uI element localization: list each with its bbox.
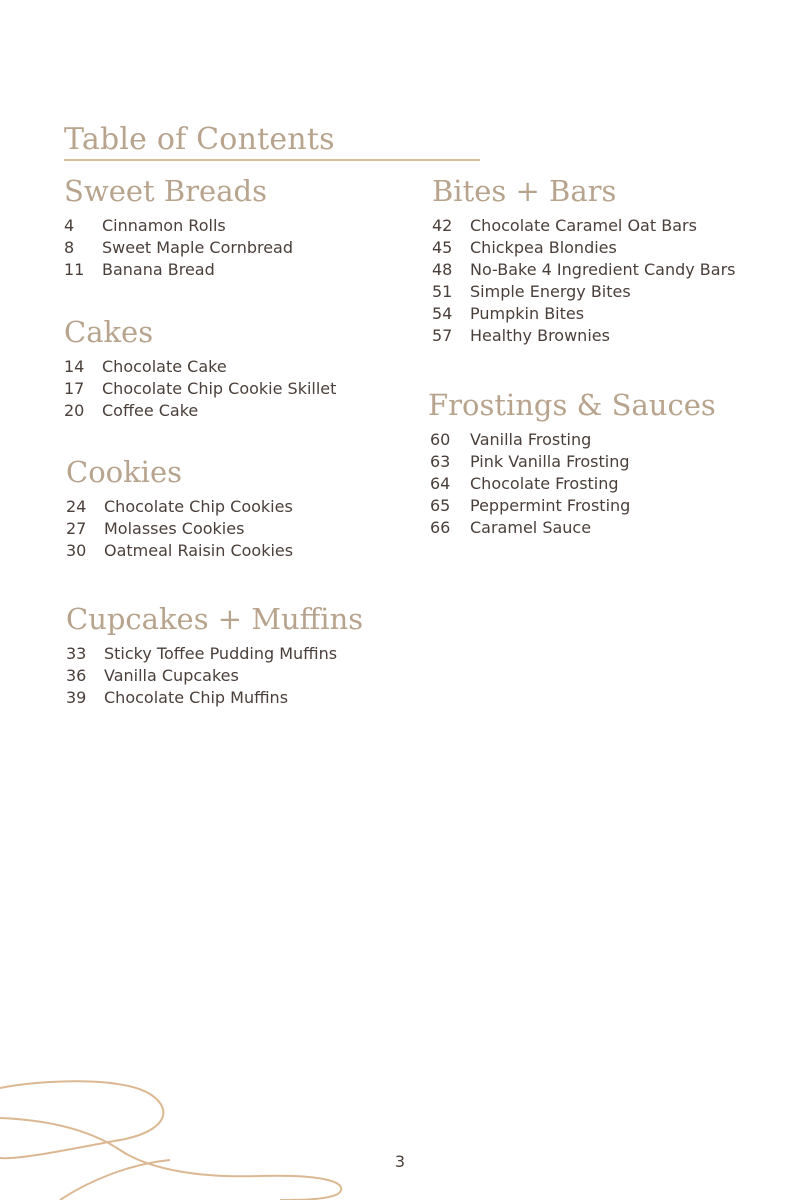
entry-title: Sticky Toffee Pudding Muffins [104,644,338,663]
entry-page-number: 14 [64,357,85,376]
entry-title: Peppermint Frosting [470,496,631,515]
entry-title: Pumpkin Bites [470,304,585,323]
toc-entry[interactable] [430,473,716,495]
section-sweet-breads [64,174,293,281]
section-heading: Cakes [64,315,154,349]
entry-page-number: 33 [66,644,87,663]
entry-page-number: 24 [66,497,87,516]
entry-title: Chocolate Caramel Oat Bars [470,216,697,235]
entry-title: Simple Energy Bites [470,282,631,301]
toc-entry[interactable] [66,518,293,540]
section-cupcakes-muffins [66,602,363,709]
section-cookies [66,455,293,562]
entry-page-number: 48 [432,260,453,279]
toc-entry[interactable] [66,496,293,518]
entry-page-number: 54 [432,304,453,323]
toc-entry[interactable] [64,356,336,378]
section-bites-bars [432,174,735,347]
entry-list [432,215,735,347]
section-heading: Bites + Bars [432,174,617,208]
toc-entry[interactable] [64,378,336,400]
toc-entry[interactable] [64,215,293,237]
entry-title: Chocolate Cake [102,357,227,376]
entry-title: Molasses Cookies [104,519,245,538]
toc-entry[interactable] [430,517,716,539]
entry-title: No-Bake 4 Ingredient Candy Bars [470,260,736,279]
entry-title: Chocolate Chip Cookies [104,497,293,516]
toc-entry[interactable] [430,451,716,473]
swirl-line-decoration [0,1060,360,1200]
entry-title: Chocolate Chip Cookie Skillet [102,379,337,398]
entry-page-number: 66 [430,518,451,537]
entry-page-number: 45 [432,238,453,257]
toc-entry[interactable] [66,643,363,665]
entry-page-number: 30 [66,541,87,560]
toc-entry[interactable] [432,259,735,281]
entry-title: Healthy Brownies [470,326,610,345]
section-frostings-sauces [428,388,716,539]
entry-title: Oatmeal Raisin Cookies [104,541,294,560]
toc-entry[interactable] [66,687,363,709]
toc-entry[interactable] [432,215,735,237]
title-underline [64,159,480,161]
entry-title: Banana Bread [102,260,215,279]
entry-page-number: 51 [432,282,453,301]
entry-page-number: 11 [64,260,85,279]
entry-title: Vanilla Cupcakes [104,666,239,685]
entry-title: Caramel Sauce [470,518,592,537]
entry-page-number: 63 [430,452,451,471]
entry-page-number: 39 [66,688,87,707]
entry-page-number: 27 [66,519,87,538]
entry-page-number: 57 [432,326,453,345]
toc-entry[interactable] [430,495,716,517]
page-number: 3 [394,1152,406,1171]
section-heading: Frostings & Sauces [428,388,716,422]
toc-entry[interactable] [64,237,293,259]
toc-entry[interactable] [432,325,735,347]
toc-entry[interactable] [432,303,735,325]
entry-title: Chocolate Frosting [470,474,619,493]
entry-title: Cinnamon Rolls [102,216,226,235]
section-cakes [64,315,336,422]
entry-page-number: 4 [64,216,75,235]
toc-entry[interactable] [432,281,735,303]
entry-list [66,643,363,709]
entry-list [430,429,716,539]
section-heading: Cookies [66,455,182,489]
entry-page-number: 8 [64,238,75,257]
toc-entry[interactable] [64,400,336,422]
entry-title: Pink Vanilla Frosting [470,452,630,471]
toc-entry[interactable] [66,540,293,562]
page-title: Table of Contents [64,122,335,157]
entry-title: Chickpea Blondies [470,238,617,257]
toc-entry[interactable] [432,237,735,259]
section-heading: Cupcakes + Muffins [66,602,364,636]
entry-title: Vanilla Frosting [470,430,592,449]
entry-page-number: 42 [432,216,453,235]
entry-title: Coffee Cake [102,401,199,420]
entry-list [64,356,336,422]
entry-page-number: 17 [64,379,85,398]
toc-entry[interactable] [430,429,716,451]
entry-page-number: 36 [66,666,87,685]
entry-page-number: 64 [430,474,451,493]
entry-page-number: 20 [64,401,85,420]
entry-list [64,215,293,281]
entry-list [66,496,293,562]
toc-entry[interactable] [64,259,293,281]
entry-page-number: 60 [430,430,451,449]
section-heading: Sweet Breads [64,174,267,208]
entry-title: Chocolate Chip Muffins [104,688,289,707]
entry-page-number: 65 [430,496,451,515]
toc-entry[interactable] [66,665,363,687]
entry-title: Sweet Maple Cornbread [102,238,294,257]
